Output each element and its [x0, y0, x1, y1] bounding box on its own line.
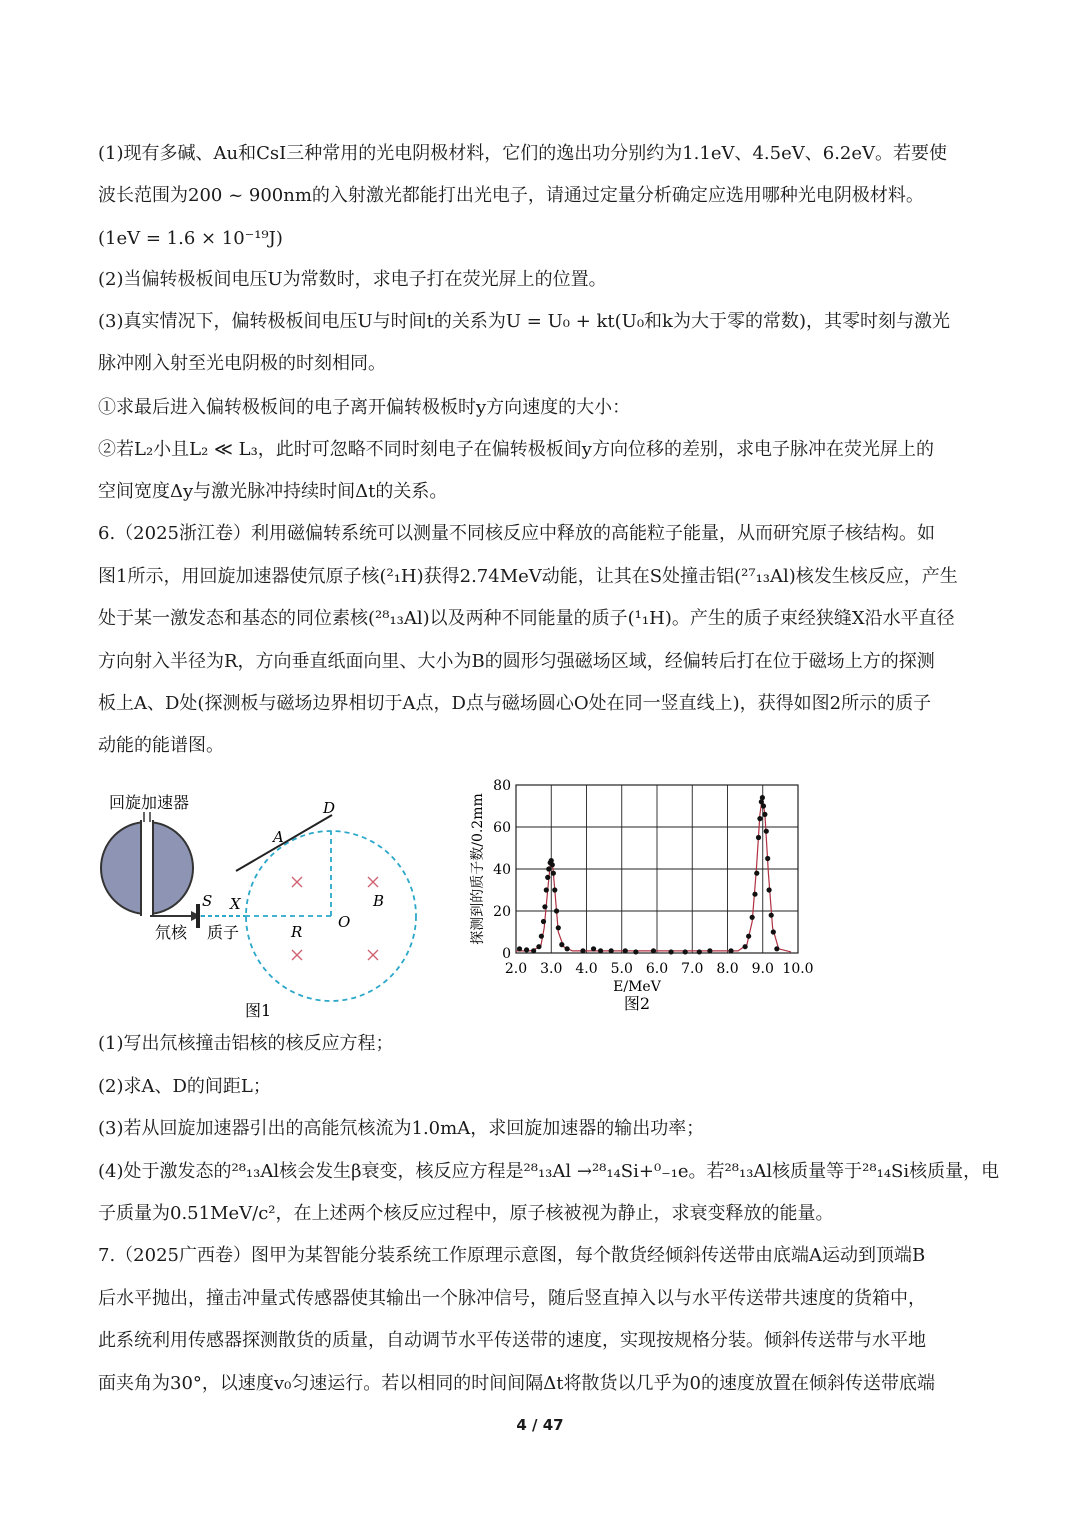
text-line: (1eV = 1.6 × 10⁻¹⁹J) — [98, 228, 283, 249]
text-line: 子质量为0.51MeV/c²，在上述两个核反应过程中，原子核被视为静止，求衰变释放的能量。 — [98, 1203, 834, 1224]
data-point — [536, 944, 541, 949]
accelerator-label: 回旋加速器 — [109, 793, 190, 812]
data-point — [542, 904, 547, 909]
data-point — [764, 829, 769, 834]
figure-1-magnetic-deflection — [95, 770, 435, 1020]
data-point — [546, 866, 551, 871]
data-point — [559, 942, 564, 947]
text-line: (2)求A、D的间距L； — [98, 1076, 271, 1097]
y-tick-label: 80 — [493, 778, 511, 794]
y-tick-label: 40 — [493, 862, 511, 878]
label-D: D — [323, 799, 336, 817]
data-point — [746, 934, 751, 939]
text-line: 动能的能谱图。 — [98, 735, 224, 756]
data-point — [598, 948, 603, 953]
data-point — [766, 887, 771, 892]
x-axis-ticks — [505, 961, 814, 977]
x-tick-label: 10.0 — [782, 961, 814, 977]
deuteron-label: 氘核 — [155, 923, 188, 942]
x-tick-label: 5.0 — [610, 961, 633, 977]
data-point — [765, 856, 770, 861]
data-point — [524, 947, 529, 952]
data-point — [531, 948, 536, 953]
data-point — [539, 934, 544, 939]
text-line: ①求最后进入偏转极板间的电子离开偏转极板时y方向速度的大小： — [98, 397, 631, 418]
data-point — [623, 948, 628, 953]
x-tick-label: 9.0 — [751, 961, 774, 977]
data-point — [728, 948, 733, 953]
figure-2-caption: 图2 — [623, 994, 651, 1013]
field-markers — [292, 877, 378, 960]
figure-1-caption: 图1 — [245, 1001, 272, 1020]
data-point — [556, 925, 561, 930]
x-tick-label: 3.0 — [540, 961, 563, 977]
text-line: 后水平抛出，撞击冲量式传感器使其输出一个脉冲信号，随后竖直掉入以与水平传送带共速度的货箱中， — [98, 1288, 926, 1309]
text-line: 板上A、D处(探测板与磁场边界相切于A点，D点与磁场圆心O处在同一竖直线上)，获得如图2所示的质子 — [98, 693, 932, 714]
y-tick-label: 20 — [493, 904, 511, 920]
data-point — [554, 908, 559, 913]
text-line: (1)写出氘核撞击铝核的核反应方程； — [98, 1033, 394, 1054]
data-point — [550, 862, 555, 867]
text-line: ②若L₂小且L₂ ≪ L₃，此时可忽略不同时刻电子在偏转极板间y方向位移的差别，求电子脉冲在荧光屏上的 — [98, 439, 934, 460]
label-O: O — [338, 913, 351, 931]
data-point — [683, 949, 688, 954]
text-line: 方向射入半径为R，方向垂直纸面向里、大小为B的圆形匀强磁场区域，经偏转后打在位于磁场上方的探测 — [98, 651, 935, 672]
x-tick-label: 6.0 — [645, 961, 669, 977]
x-tick-label: 2.0 — [504, 961, 528, 977]
y-tick-label: 60 — [493, 820, 511, 836]
text-line: 面夹角为30°，以速度v₀匀速运行。若以相同的时间间隔Δt将散货以几乎为0的速度放置在倾斜传送带底端 — [98, 1373, 935, 1394]
data-point — [651, 948, 656, 953]
text-line: 此系统利用传感器探测散货的质量，自动调节水平传送带的速度，实现按规格分装。倾斜传送带与水平地 — [98, 1330, 926, 1351]
data-point — [752, 892, 757, 897]
page-number: 4 / 47 — [516, 1416, 564, 1434]
data-point — [774, 946, 779, 951]
x-tick-label: 7.0 — [681, 961, 704, 977]
data-point — [771, 929, 776, 934]
text-line: (3)真实情况下，偏转极板间电压U与时间t的关系为U = U₀ + kt(U₀和k为大于零的常数)，其零时刻与激光 — [98, 311, 950, 332]
text-line: 空间宽度Δy与激光脉冲持续时间Δt的关系。 — [98, 481, 448, 502]
data-point — [760, 795, 765, 800]
data-point — [633, 949, 638, 954]
text-line: 图1所示，用回旋加速器使氘原子核(²₁H)获得2.74MeV动能，让其在S处撞击铝(²⁷₁₃Al)核发生核反应，产生 — [98, 566, 958, 587]
text-line: 处于某一激发态和基态的同位素核(²⁸₁₃Al)以及两种不同能量的质子(¹₁H)。产生的质子束经狭缝X沿水平直径 — [98, 608, 955, 629]
figure-2-energy-spectrum — [460, 765, 840, 1025]
text-line: 脉冲刚入射至光电阴极的时刻相同。 — [98, 353, 386, 374]
target-S — [196, 904, 200, 928]
label-X: X — [230, 895, 241, 913]
label-S: S — [202, 892, 213, 910]
x-tick-label: 4.0 — [575, 961, 598, 977]
data-point — [517, 946, 522, 951]
text-line: (1)现有多碱、Au和CsI三种常用的光电阴极材料，它们的逸出功分别约为1.1eV、4.5eV、6.2eV。若要使 — [98, 143, 948, 164]
data-point — [743, 944, 748, 949]
data-point — [754, 871, 759, 876]
data-point — [761, 803, 766, 808]
y-axis-label: 探测到的质子数/0.2mm — [470, 793, 486, 945]
y-tick-label: 0 — [502, 946, 511, 962]
data-point — [551, 871, 556, 876]
detector-plate — [236, 815, 332, 871]
data-point — [769, 913, 774, 918]
data-point — [697, 949, 702, 954]
label-B: B — [373, 892, 385, 910]
data-point — [756, 835, 761, 840]
data-point — [757, 816, 762, 821]
data-point — [750, 915, 755, 920]
data-point — [609, 948, 614, 953]
data-point — [544, 887, 549, 892]
y-axis-ticks — [493, 778, 511, 962]
question-7-line: 7.（2025广西卷）图甲为某智能分装系统工作原理示意图，每个散货经倾斜传送带由底端A运动到顶端B — [98, 1245, 926, 1266]
data-point — [707, 948, 712, 953]
label-A: A — [273, 828, 284, 846]
x-axis-label: E/MeV — [613, 979, 661, 995]
data-point — [669, 949, 674, 954]
text-line: (2)当偏转极板间电压U为常数时，求电子打在荧光屏上的位置。 — [98, 269, 607, 290]
cyclotron-gap — [141, 818, 153, 920]
data-point — [762, 812, 767, 817]
x-tick-label: 8.0 — [716, 961, 739, 977]
data-point — [541, 919, 546, 924]
text-line: (4)处于激发态的²⁸₁₃Al核会发生β衰变，核反应方程是²⁸₁₃Al →²⁸₁₄Si+⁰₋₁e。若²⁸₁₃Al核质量等于²⁸₁₄Si核质量，电 — [98, 1161, 1000, 1182]
data-point — [591, 946, 596, 951]
text-line: (3)若从回旋加速器引出的高能氘核流为1.0mA，求回旋加速器的输出功率； — [98, 1118, 705, 1139]
question-6-line: 6.（2025浙江卷）利用磁偏转系统可以测量不同核反应中释放的高能粒子能量，从而研究原子核结构。如 — [98, 523, 935, 544]
proton-label: 质子 — [207, 923, 240, 942]
data-point — [545, 875, 550, 880]
data-points — [517, 795, 780, 955]
data-point — [565, 946, 570, 951]
data-point — [580, 948, 585, 953]
label-R: R — [291, 923, 303, 941]
text-line: 波长范围为200 ~ 900nm的入射激光都能打出光电子，请通过定量分析确定应选用哪种光电阴极材料。 — [98, 185, 924, 206]
data-point — [552, 887, 557, 892]
